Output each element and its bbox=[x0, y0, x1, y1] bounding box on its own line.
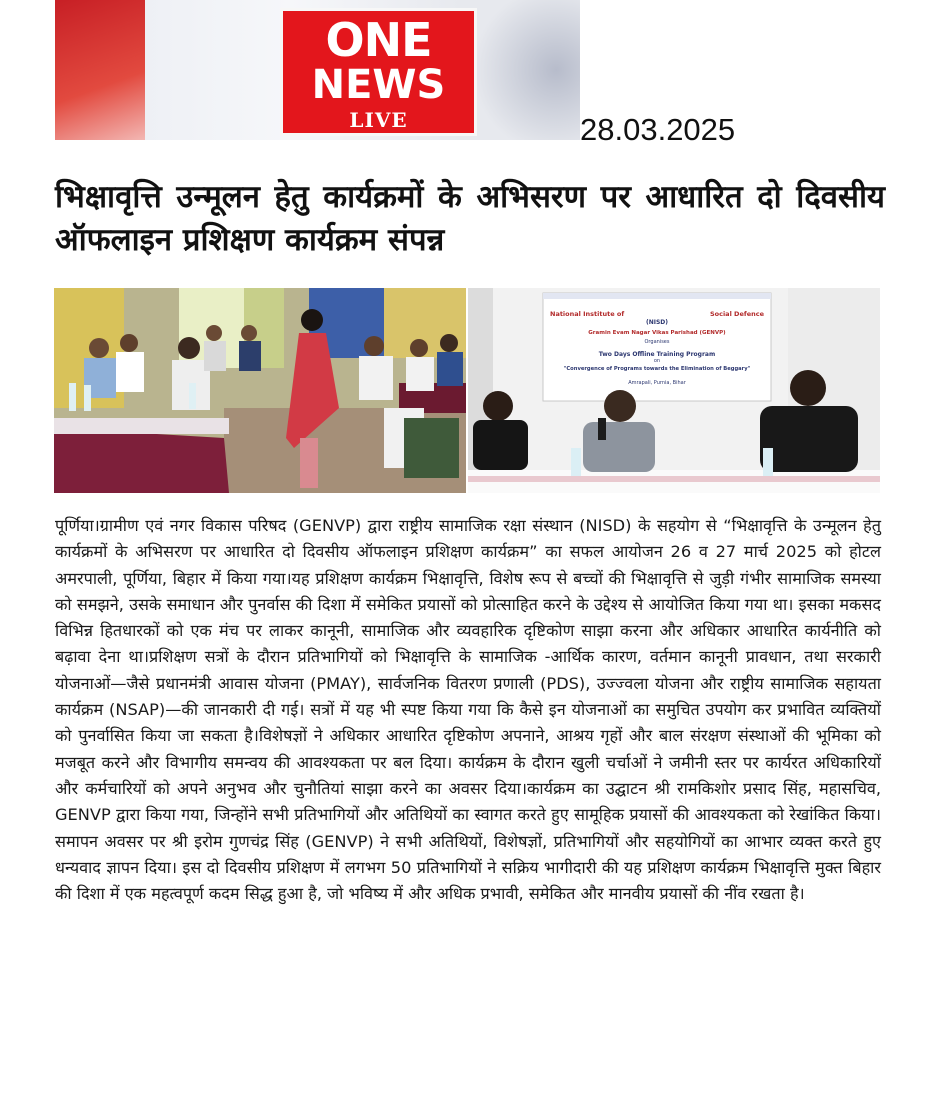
banner-venue: Amrapali, Purnia, Bihar bbox=[628, 380, 686, 386]
event-banner bbox=[546, 296, 768, 400]
news-logo-banner bbox=[55, 0, 580, 140]
one-news-live-logo bbox=[280, 8, 477, 136]
photo-panel-speakers bbox=[468, 288, 880, 493]
banner-organises: Organises bbox=[644, 339, 670, 345]
publication-date: 28.03.2025 bbox=[580, 112, 736, 147]
logo-text-live: LIVE bbox=[349, 108, 408, 132]
photo-left-illustration bbox=[54, 288, 466, 493]
logo-text-news: NEWS bbox=[311, 62, 446, 108]
banner-partner: Gramin Evam Nagar Vikas Parishad (GENVP) bbox=[588, 330, 726, 336]
article-headline: भिक्षावृत्ति उन्मूलन हेतु कार्यक्रमों के अभिसरण पर आधारित दो दिवसीय ऑफलाइन प्रशिक्षण कार्यक्रम संपन्न bbox=[55, 179, 885, 258]
banner-on: on bbox=[653, 358, 661, 364]
photo-workshop-participants bbox=[54, 288, 466, 493]
banner-program: Two Days Offline Training Program bbox=[598, 351, 716, 358]
banner-org-left: National Institute of bbox=[550, 310, 625, 318]
banner-org-right: Social Defence bbox=[709, 310, 764, 318]
logo-text-one: ONE bbox=[325, 13, 432, 67]
banner-org-abbr: (NISD) bbox=[645, 319, 669, 326]
banner-topic: "Convergence of Programs towards the Elimination of Beggary" bbox=[563, 366, 751, 372]
article-body: पूर्णिया।ग्रामीण एवं नगर विकास परिषद (GENVP) द्वारा राष्ट्रीय सामाजिक रक्षा संस्थान (NISD) के सहयोग से “भिक्षावृत्ति के उन्मूलन हेतु कार्यक्रमों के अभिसरण पर आधारित दो दिवसीय ऑफलाइन प्रशिक्षण कार्यक्रम” का सफल आयोजन 26 व 27 मार्च 2025 को होटल अमरपाली, पूर्णिया, बिहार में किया गया।यह प्रशिक्षण कार्यक्रम भिक्षावृत्ति, विशेष रूप से बच्चों की भिक्षावृत्ति से जुड़ी गंभीर सामाजिक समस्या को समझने, उसके समाधान और पुनर्वास की दिशा में समेकित प्रयासों को प्रोत्साहित करने के उद्देश्य से आयोजित किया गया था। इसका मकसद विभिन्न हितधारकों को एक मंच पर लाकर कानूनी, सामाजिक और व्यवहारिक दृष्टिकोण साझा करना और अधिकार आधारित कार्यनीति को बढ़ावा देना था।प्रशिक्षण सत्रों के दौरान प्रतिभागियों को भिक्षावृत्ति के सामाजिक -आर्थिक कारण, वर्तमान कानूनी प्रावधान, तथा सरकारी योजनाओं—जैसे प्रधानमंत्री आवास योजना (PMAY), सार्वजनिक वितरण प्रणाली (PDS), उज्ज्वला योजना और राष्ट्रीय सामाजिक सहायता कार्यक्रम (NSAP)—की जानकारी दी गई। सत्रों में यह भी स्पष्ट किया गया कि कैसे इन योजनाओं का समुचित उपयोग कर प्रभावित व्यक्तियों को पुनर्वासित किया जा सकता है।विशेषज्ञों ने अधिकार आधारित दृष्टिकोण अपनाने, आश्रय गृहों और बाल संरक्षण संस्थाओं की भूमिका को मजबूत करने और विभागीय समन्वय की आवश्यकता पर बल दिया। कार्यक्रम के दौरान खुली चर्चाओं ने जमीनी स्तर पर कार्यरत अधिकारियों और कर्मचारियों को अपने अनुभव और चुनौतियां साझा करने का अवसर दिया।कार्यक्रम का उद्घाटन श्री रामकिशोर प्रसाद सिंह, महासचिव, GENVP द्वारा किया गया, जिन्होंने सभी प्रतिभागियों और अतिथियों का स्वागत करते हुए सामूहिक प्रयासों की आवश्यकता को रेखांकित किया। समापन अवसर पर श्री इरोम गुणचंद्र सिंह (GENVP) ने सभी अतिथियों, विशेषज्ञों, प्रतिभागियों और सहयोगियों का आभार व्यक्त करते हुए धन्यवाद ज्ञापन दिया। इस दो दिवसीय प्रशिक्षण में लगभग 50 प्रतिभागियों ने सक्रिय भागीदारी की यह प्रशिक्षण कार्यक्रम भिक्षावृत्ति मुक्त बिहार की दिशा में एक महत्वपूर्ण कदम सिद्ध हुआ है, जो भविष्य में और अधिक प्रभावी, समेकित और मानवीय प्रयासों की नींव रखता है। bbox=[55, 516, 881, 904]
